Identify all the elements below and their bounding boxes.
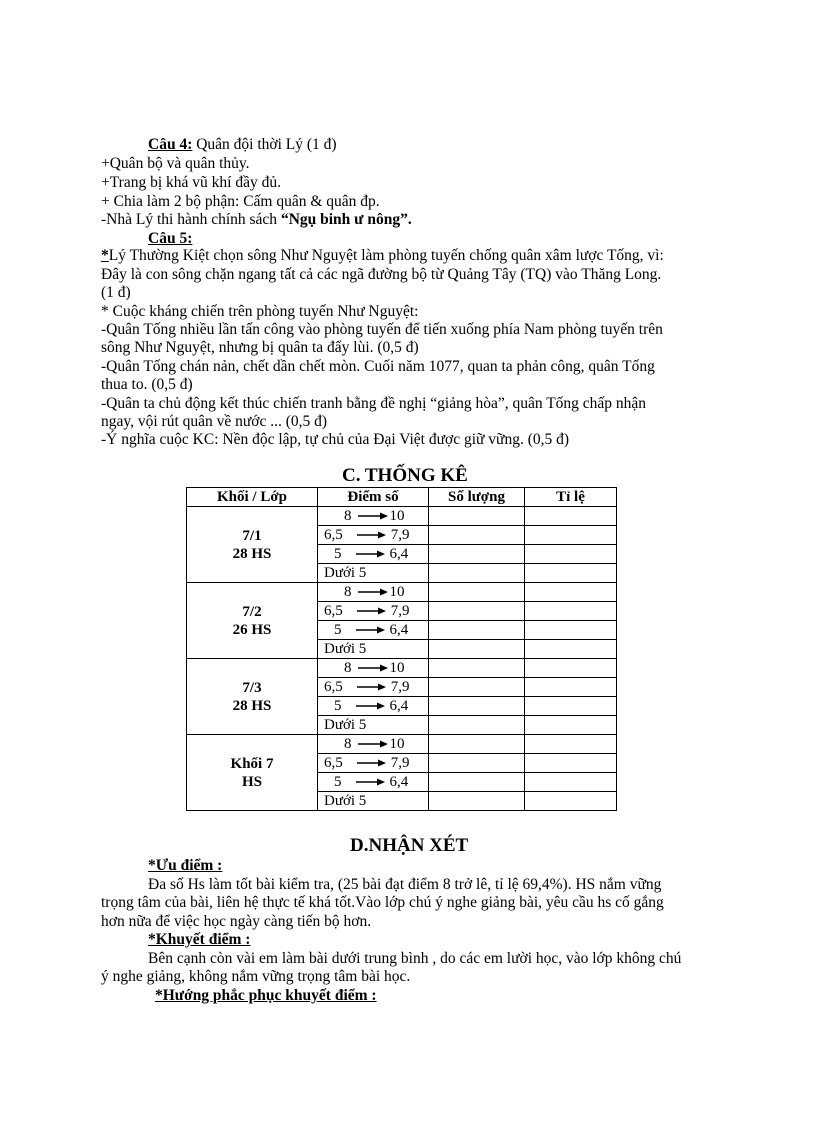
quantity-cell — [429, 659, 525, 678]
q5-point-1b: sông Như Nguyệt, nhưng bị quân ta đẩy lùi. (0,5 đ) — [101, 339, 419, 356]
range-cell — [318, 526, 429, 545]
quantity-cell — [429, 716, 525, 735]
quantity-cell — [429, 545, 525, 564]
fix-label: *Hướng phắc phục khuyết điểm : — [155, 987, 377, 1004]
q5-intro-line-1 — [101, 246, 664, 265]
quantity-cell — [429, 507, 525, 526]
rate-cell — [525, 526, 617, 545]
q5-intro-line-3: (1 đ) — [101, 284, 131, 301]
q4-line-3: + Chia làm 2 bộ phận: Cấm quân & quân đp. — [101, 193, 380, 210]
rate-cell — [525, 678, 617, 697]
q5-point-4: -Ý nghĩa cuộc KC: Nền độc lập, tự chủ của Đại Việt được giữ vững. (0,5 đ) — [101, 431, 570, 448]
range-from: 6,5 — [324, 755, 343, 771]
range-from: 5 — [334, 698, 342, 714]
rate-cell — [525, 773, 617, 792]
range-to: 6,4 — [389, 546, 409, 562]
group-cell — [187, 735, 318, 811]
header-rate: Tỉ lệ — [525, 488, 617, 507]
rate-cell — [525, 564, 617, 583]
arrow-right-icon — [354, 588, 388, 596]
quantity-cell — [429, 678, 525, 697]
below-cell: Dưới 5 — [318, 792, 429, 811]
rate-cell — [525, 735, 617, 754]
range-from: 8 — [344, 736, 352, 752]
quantity-cell — [429, 735, 525, 754]
table-row — [187, 507, 617, 526]
group-name: 7/3 — [242, 679, 262, 696]
rate-cell — [525, 583, 617, 602]
q5-intro-text: Lý Thường Kiệt chọn sông Như Nguyệt làm phòng tuyến chống quân xâm lược Tống, vì: — [108, 247, 664, 264]
below-cell: Dưới 5 — [318, 716, 429, 735]
strengths-line-3: hơn nữa để việc học ngày càng tiến bộ hơn. — [101, 913, 372, 930]
rate-cell — [525, 754, 617, 773]
range-cell — [318, 545, 429, 564]
weakness-line-1: Bên cạnh còn vài em làm bài dưới trung bình , do các em lười học, vào lớp không chú — [148, 950, 682, 967]
rate-cell — [525, 545, 617, 564]
rate-cell — [525, 621, 617, 640]
rate-cell — [525, 659, 617, 678]
range-cell — [318, 754, 429, 773]
quantity-cell — [429, 792, 525, 811]
range-from: 8 — [344, 508, 352, 524]
q4-label: Câu 4: — [148, 136, 193, 153]
arrow-right-icon — [344, 778, 388, 786]
quantity-cell — [429, 640, 525, 659]
quantity-cell — [429, 697, 525, 716]
weakness-line-2: ý nghe giảng, không nắm vững trọng tâm bài học. — [101, 968, 411, 985]
q4-line-2: +Trang bị khá vũ khí đầy đủ. — [101, 174, 281, 191]
q5-point-2b: thua to. (0,5 đ) — [101, 376, 193, 393]
q5-point-2a: -Quân Tống chán nản, chết dần chết mòn. Cuối năm 1077, quan ta phản công, quân Tống — [101, 358, 655, 375]
arrow-right-icon — [345, 531, 389, 539]
q5-point-3b: ngay, vội rút quân về nước ... (0,5 đ) — [101, 413, 328, 430]
q4-policy-bold: “Ngụ binh ư nông”. — [280, 211, 412, 228]
header-quantity: Số lượng — [429, 488, 525, 507]
strengths-line-1: Đa số Hs làm tốt bài kiểm tra, (25 bài đạt điểm 8 trở lê, tỉ lệ 69,4%). HS nắm vững — [148, 876, 662, 893]
range-cell — [318, 697, 429, 716]
range-cell — [318, 773, 429, 792]
quantity-cell — [429, 526, 525, 545]
group-name: 7/2 — [242, 603, 262, 620]
arrow-right-icon — [344, 550, 388, 558]
range-to: 10 — [389, 508, 405, 524]
arrow-right-icon — [354, 740, 388, 748]
arrow-right-icon — [354, 664, 388, 672]
below-cell: Dưới 5 — [318, 564, 429, 583]
range-from: 5 — [334, 622, 342, 638]
table-row — [187, 583, 617, 602]
arrow-right-icon — [345, 683, 389, 691]
rate-cell — [525, 507, 617, 526]
rate-cell — [525, 640, 617, 659]
quantity-cell — [429, 621, 525, 640]
range-to: 10 — [389, 584, 405, 600]
stats-header-row — [187, 488, 617, 507]
range-to: 6,4 — [389, 622, 409, 638]
q4-title: Quân đội thời Lý (1 đ) — [192, 136, 337, 153]
table-row — [187, 659, 617, 678]
range-from: 5 — [334, 774, 342, 790]
quantity-cell — [429, 602, 525, 621]
range-from: 6,5 — [324, 527, 343, 543]
group-name: Khối 7 — [230, 755, 274, 772]
rate-cell — [525, 792, 617, 811]
group-count: 28 HS — [232, 697, 272, 714]
q4-line-1: +Quân bộ và quân thủy. — [101, 155, 250, 172]
group-cell — [187, 507, 318, 583]
range-cell — [318, 678, 429, 697]
range-to: 7,9 — [390, 527, 410, 543]
rate-cell — [525, 602, 617, 621]
range-cell — [318, 621, 429, 640]
arrow-right-icon — [344, 626, 388, 634]
remarks-title: D.NHẬN XÉT — [350, 835, 469, 856]
range-cell — [318, 659, 429, 678]
range-to: 6,4 — [389, 774, 409, 790]
q4-policy — [101, 210, 412, 229]
rate-cell — [525, 697, 617, 716]
rate-cell — [525, 716, 617, 735]
q5-star: * — [101, 247, 109, 264]
range-cell — [318, 583, 429, 602]
quantity-cell — [429, 754, 525, 773]
quantity-cell — [429, 564, 525, 583]
range-from: 5 — [334, 546, 342, 562]
group-count: 26 HS — [232, 621, 272, 638]
arrow-right-icon — [344, 702, 388, 710]
q5-point-3a: -Quân ta chủ động kết thúc chiến tranh bằng đề nghị “giảng hòa”, quân Tống chấp nhận — [101, 395, 647, 412]
quantity-cell — [429, 583, 525, 602]
quantity-cell — [429, 773, 525, 792]
header-score: Điểm số — [318, 488, 429, 507]
stats-table — [186, 487, 617, 811]
group-count: 28 HS — [232, 545, 272, 562]
stats-title: C. THỐNG KÊ — [342, 465, 468, 486]
range-to: 7,9 — [390, 603, 410, 619]
q4-heading — [148, 135, 337, 154]
q5-battle-title: * Cuộc kháng chiến trên phòng tuyến Như Nguyệt: — [101, 303, 419, 320]
weakness-label: *Khuyết điểm : — [148, 931, 251, 948]
range-to: 10 — [389, 660, 405, 676]
range-to: 10 — [389, 736, 405, 752]
q5-point-1a: -Quân Tống nhiều lần tấn công vào phòng tuyến để tiến xuống phía Nam phòng tuyến trên — [101, 321, 663, 338]
header-class: Khối / Lớp — [187, 488, 318, 507]
range-to: 7,9 — [390, 679, 410, 695]
q5-intro-line-2: Đây là con sông chặn ngang tất cả các ngã đường bộ từ Quảng Tây (TQ) vào Thăng Long. — [101, 266, 662, 283]
group-count: HS — [241, 773, 262, 790]
arrow-right-icon — [345, 759, 389, 767]
range-from: 6,5 — [324, 679, 343, 695]
range-from: 8 — [344, 584, 352, 600]
q5-label: Câu 5: — [148, 230, 193, 247]
range-from: 8 — [344, 660, 352, 676]
arrow-right-icon — [354, 512, 388, 520]
q4-policy-prefix: -Nhà Lý thi hành chính sách — [101, 211, 281, 228]
group-cell — [187, 659, 318, 735]
arrow-right-icon — [345, 607, 389, 615]
strengths-label: *Ưu điểm : — [148, 857, 223, 874]
range-cell — [318, 602, 429, 621]
group-name: 7/1 — [242, 527, 262, 544]
range-cell — [318, 735, 429, 754]
below-cell: Dưới 5 — [318, 640, 429, 659]
group-cell — [187, 583, 318, 659]
range-cell — [318, 507, 429, 526]
range-from: 6,5 — [324, 603, 343, 619]
range-to: 6,4 — [389, 698, 409, 714]
table-row — [187, 735, 617, 754]
range-to: 7,9 — [390, 755, 410, 771]
strengths-line-2: trọng tâm của bài, liên hệ thực tế khá tốt.Vào lớp chú ý nghe giảng bài, yêu cầu hs cố gắng — [101, 894, 664, 911]
